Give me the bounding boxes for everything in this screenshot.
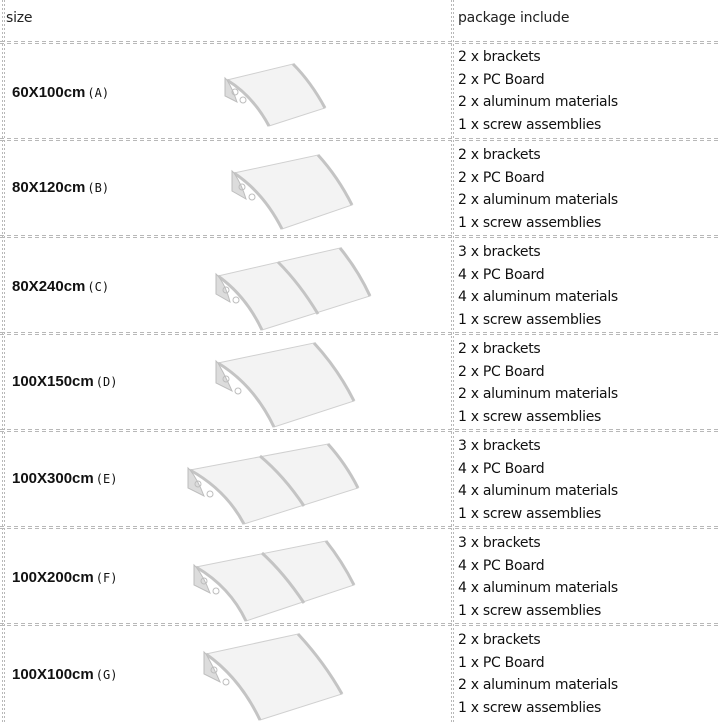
- size-label: [12, 84, 109, 101]
- package-item: 2 x aluminum materials: [458, 386, 618, 402]
- package-item: 3 x brackets: [458, 438, 541, 454]
- package-item: 1 x screw assemblies: [458, 116, 602, 133]
- single-panel-canopy-icon: [222, 151, 354, 231]
- size-code: (E): [95, 472, 118, 486]
- package-column-header: package include: [458, 10, 570, 26]
- package-item: 3 x brackets: [458, 244, 541, 260]
- package-list: [458, 532, 618, 622]
- package-item: 4 x PC Board: [458, 266, 545, 283]
- table-row: [0, 626, 720, 723]
- size-value: 80X240cm: [12, 278, 86, 295]
- size-value: 80X120cm: [12, 179, 86, 196]
- size-value: 60X100cm: [12, 84, 86, 101]
- size-value: 100X150cm: [12, 373, 94, 390]
- package-item: 2 x PC Board: [458, 71, 545, 88]
- size-label: [12, 666, 117, 683]
- size-value: 100X100cm: [12, 666, 94, 683]
- package-item: 4 x aluminum materials: [458, 289, 618, 305]
- size-code: (F): [95, 571, 118, 585]
- table-row: [0, 529, 720, 623]
- single-panel-canopy-icon: [215, 60, 327, 128]
- table-row: [0, 432, 720, 526]
- package-list: [458, 144, 618, 234]
- size-value: 100X200cm: [12, 569, 94, 586]
- size-label: [12, 569, 117, 586]
- package-item: 4 x PC Board: [458, 557, 545, 574]
- package-item: 2 x aluminum materials: [458, 94, 618, 110]
- single-panel-canopy-icon: [194, 630, 344, 722]
- size-code: (C): [87, 280, 110, 294]
- package-item: 1 x screw assemblies: [458, 699, 602, 716]
- double-panel-canopy-icon: [208, 244, 372, 332]
- package-item: 2 x PC Board: [458, 363, 545, 380]
- package-item: 2 x aluminum materials: [458, 677, 618, 693]
- size-column-header: size: [6, 10, 33, 26]
- package-list: [458, 338, 618, 428]
- size-label: [12, 373, 117, 390]
- size-value: 100X300cm: [12, 470, 94, 487]
- package-item: 2 x brackets: [458, 632, 541, 648]
- package-item: 4 x aluminum materials: [458, 580, 618, 596]
- size-code: (G): [95, 668, 118, 682]
- package-item: 2 x aluminum materials: [458, 192, 618, 208]
- size-label: [12, 470, 117, 487]
- package-list: [458, 46, 618, 136]
- package-item: 2 x brackets: [458, 49, 541, 65]
- package-item: 3 x brackets: [458, 535, 541, 551]
- package-item: 1 x screw assemblies: [458, 311, 602, 328]
- package-item: 1 x PC Board: [458, 654, 545, 671]
- table-row: [0, 44, 720, 138]
- package-item: 1 x screw assemblies: [458, 408, 602, 425]
- size-label: [12, 278, 109, 295]
- package-list: [458, 241, 618, 331]
- double-panel-canopy-icon: [180, 440, 360, 526]
- package-item: 4 x aluminum materials: [458, 483, 618, 499]
- package-item: 1 x screw assemblies: [458, 505, 602, 522]
- package-item: 2 x PC Board: [458, 169, 545, 186]
- size-code: (D): [95, 375, 118, 389]
- table-row: [0, 141, 720, 235]
- single-panel-canopy-icon: [206, 339, 356, 429]
- package-list: [458, 435, 618, 525]
- package-list: [458, 629, 618, 719]
- table-row: [0, 335, 720, 429]
- package-item: 1 x screw assemblies: [458, 602, 602, 619]
- package-item: 4 x PC Board: [458, 460, 545, 477]
- size-label: [12, 179, 109, 196]
- table-row: [0, 238, 720, 332]
- package-item: 2 x brackets: [458, 341, 541, 357]
- double-panel-canopy-icon: [186, 537, 356, 623]
- package-item: 2 x brackets: [458, 147, 541, 163]
- size-code: (B): [87, 181, 110, 195]
- size-code: (A): [87, 86, 110, 100]
- package-item: 1 x screw assemblies: [458, 214, 602, 231]
